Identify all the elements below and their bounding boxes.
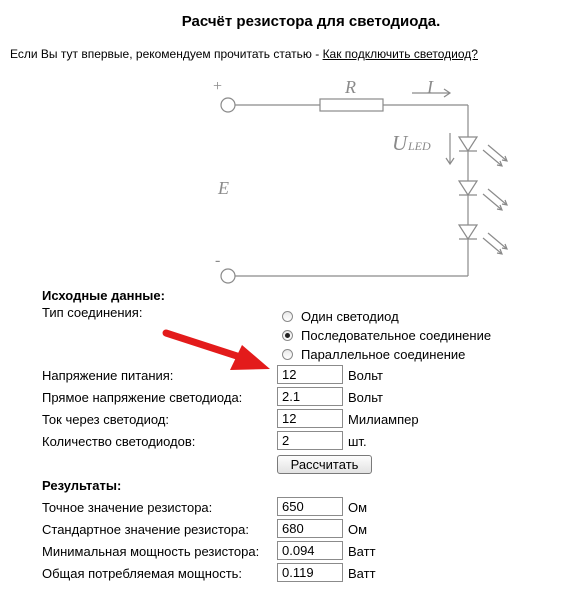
current-label: Ток через светодиод: (42, 412, 170, 427)
minus-sign: - (215, 252, 221, 269)
current-label: I (427, 77, 433, 97)
negative-terminal (221, 269, 235, 283)
min-power-unit: Ватт (348, 544, 376, 559)
exact-resistor-label: Точное значение резистора: (42, 500, 213, 515)
total-power-unit: Ватт (348, 566, 376, 581)
positive-terminal (221, 98, 235, 112)
source-label: E (218, 178, 229, 198)
resistor-symbol (320, 99, 383, 111)
inputs-heading: Исходные данные: (42, 288, 165, 303)
supply-voltage-input[interactable]: 12 (277, 365, 343, 384)
total-power-output[interactable]: 0.119 (277, 563, 343, 582)
voltage-label: U (392, 131, 408, 155)
led-3-symbol (459, 225, 477, 239)
article-link[interactable]: Как подключить светодиод? (322, 47, 478, 61)
plus-sign: + (213, 78, 223, 95)
connection-type-label: Тип соединения: (42, 305, 143, 320)
light-rays (483, 145, 507, 254)
intro-text: Если Вы тут впервые, рекомендуем прочитать статью - (10, 47, 323, 61)
voltage-subscript: LED (408, 139, 431, 153)
forward-voltage-label: Прямое напряжение светодиода: (42, 390, 243, 405)
option-single-led[interactable] (282, 309, 399, 324)
supply-voltage-label: Напряжение питания: (42, 368, 174, 383)
forward-voltage-input[interactable]: 2.1 (277, 387, 343, 406)
calculate-button[interactable]: Рассчитать (277, 455, 372, 474)
option-parallel[interactable] (282, 347, 465, 362)
led-1-symbol (459, 137, 477, 151)
led-count-unit: шт. (348, 434, 367, 449)
option-series[interactable] (282, 328, 491, 343)
exact-resistor-unit: Ом (348, 500, 368, 515)
min-power-label: Минимальная мощность резистора: (42, 544, 260, 559)
current-input[interactable]: 12 (277, 409, 343, 428)
led-2-symbol (459, 181, 477, 195)
intro-line (10, 47, 478, 61)
forward-voltage-unit: Вольт (348, 390, 383, 405)
option-single-label: Один светодиод (301, 309, 399, 324)
radio-parallel[interactable] (282, 349, 293, 360)
option-parallel-label: Параллельное соединение (301, 347, 466, 362)
standard-resistor-unit: Ом (348, 522, 368, 537)
red-pointer-arrow (160, 325, 280, 385)
current-unit: Милиампер (348, 412, 419, 427)
circuit-diagram (0, 70, 562, 290)
standard-resistor-label: Стандартное значение резистора: (42, 522, 249, 537)
radio-series[interactable] (282, 330, 293, 341)
supply-voltage-unit: Вольт (348, 368, 383, 383)
min-power-output[interactable]: 0.094 (277, 541, 343, 560)
option-series-label: Последовательное соединение (301, 328, 492, 343)
led-count-label: Количество светодиодов: (42, 434, 196, 449)
total-power-label: Общая потребляемая мощность: (42, 566, 243, 581)
led-count-input[interactable]: 2 (277, 431, 343, 450)
standard-resistor-output[interactable]: 680 (277, 519, 343, 538)
radio-single[interactable] (282, 311, 293, 322)
exact-resistor-output[interactable]: 650 (277, 497, 343, 516)
page-title: Расчёт резистора для светодиода. (181, 13, 441, 30)
resistor-label: R (345, 77, 356, 97)
results-heading: Результаты: (42, 478, 122, 493)
